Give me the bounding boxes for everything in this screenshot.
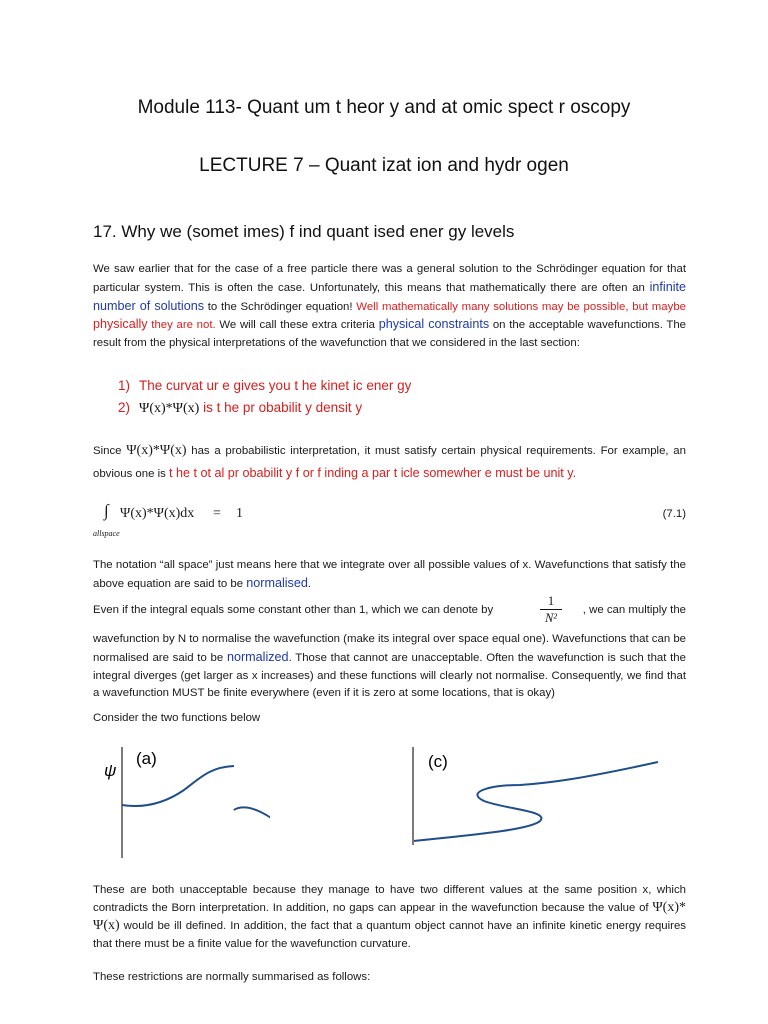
figure-c (410, 745, 686, 860)
module-title: Module 113- Quant um t heor y and at omic spect r oscopy (137, 97, 631, 118)
highlight-physical-constraints: physical constraints (378, 317, 490, 332)
since-paragraph: Since Ψ(x)*Ψ(x) has a probabilistic interpretation, it must satisfy certain physical requirements. For example, an obvious one is t he t ot al pr obabilit y f or f inding a par t icle somewher e must be unit y. (93, 443, 686, 480)
figure-a (100, 745, 270, 860)
highlight-total-probability: t he t ot al pr obabilit y f or f inding a par t icle somewher e must be unit y. (169, 466, 577, 480)
section-heading: 17. Why we (somet imes) f ind quant ised ener gy levels (93, 222, 515, 241)
figure-a-label: (a) (136, 749, 157, 768)
even-first-line: Even if the integral equals some constant other than 1, which we can denote by 1 N² , we can multiply the (93, 594, 686, 625)
integrand: Ψ(x)*Ψ(x)dx (120, 506, 195, 521)
figure-c-curve (414, 762, 658, 841)
highlight-normalised: normalised (246, 575, 308, 590)
list-item-curvature: 1) The curvat ur e gives you t he kinet ic ener gy (118, 378, 412, 393)
equals-sign: = (213, 506, 221, 521)
both-paragraph: These are both unacceptable because they manage to have two different values at the same position x, which contradicts the Born interpretation. In addition, no gaps can appear in the wavefunction because the value of Ψ(x)* Ψ(x) would be ill defined. In addition, the fact that a quantum object cannot have an infinite kinetic energy requires that there must be a finite value for the wavefunction curvature. (93, 884, 686, 950)
notation-paragraph: The notation “all space” just means here that we integrate over all possible values of x. Wavefunctions that satisfy the above equation are said to be normalised. (93, 559, 686, 590)
psi-star-psi-math: Ψ(x)*Ψ(x) (139, 401, 200, 416)
highlight-normalized: normalized (226, 649, 289, 664)
integral-sign: ∫ (104, 501, 109, 520)
lecture-title: LECTURE 7 – Quant izat ion and hydr ogen (199, 155, 569, 176)
even-paragraph: wavefunction by N to normalise the wavefunction (make its integral over space equal one). Wavefunctions that can be normalised are said to be normalized. Those that cannot are unacceptable. Often the wavefunction is such that the integral diverges (get larger as x increases) and these functions will clearly not normalise. Consequently, we find that a wavefunction MUST be finite everywhere (even if it is zero at some locations, that is okay) (93, 633, 686, 700)
intro-paragraph: We saw earlier that for the case of a free particle there was a general solution to the Schrödinger equation for that particular system. This is often the case. Unfortunately, this means that mathematically there are often an infinite number of solutions to the Schrödinger equation! Well mathematically many solutions may be possible, but maybe physically they are not. We will call these extra criteria physical constraints on the acceptable wavefunctions. The result from the physical interpretations of the wavefunction that we considered in the last section: (93, 263, 686, 350)
summary-line: These restrictions are normally summarised as follows: (93, 971, 371, 983)
figure-a-curve-left (122, 766, 234, 806)
equation-7-1 (93, 503, 686, 543)
equation-number: (7.1) (662, 508, 686, 520)
highlight-infinite-solutions: infinite number of solutions (93, 279, 686, 313)
list-item-probability: 2) Ψ(x)*Ψ(x) is t he pr obabilit y densit y (118, 400, 363, 416)
fraction-1-over-n-squared: 1 N² (540, 594, 562, 625)
equation-rhs: 1 (236, 506, 243, 521)
figure-c-label: (c) (428, 752, 448, 771)
consider-line: Consider the two functions below (93, 712, 261, 724)
psi-axis-label: ψ (104, 761, 117, 780)
highlight-physically: physically (93, 317, 148, 332)
integral-subscript: allspace (93, 529, 120, 538)
figure-a-curve-right (234, 807, 270, 847)
